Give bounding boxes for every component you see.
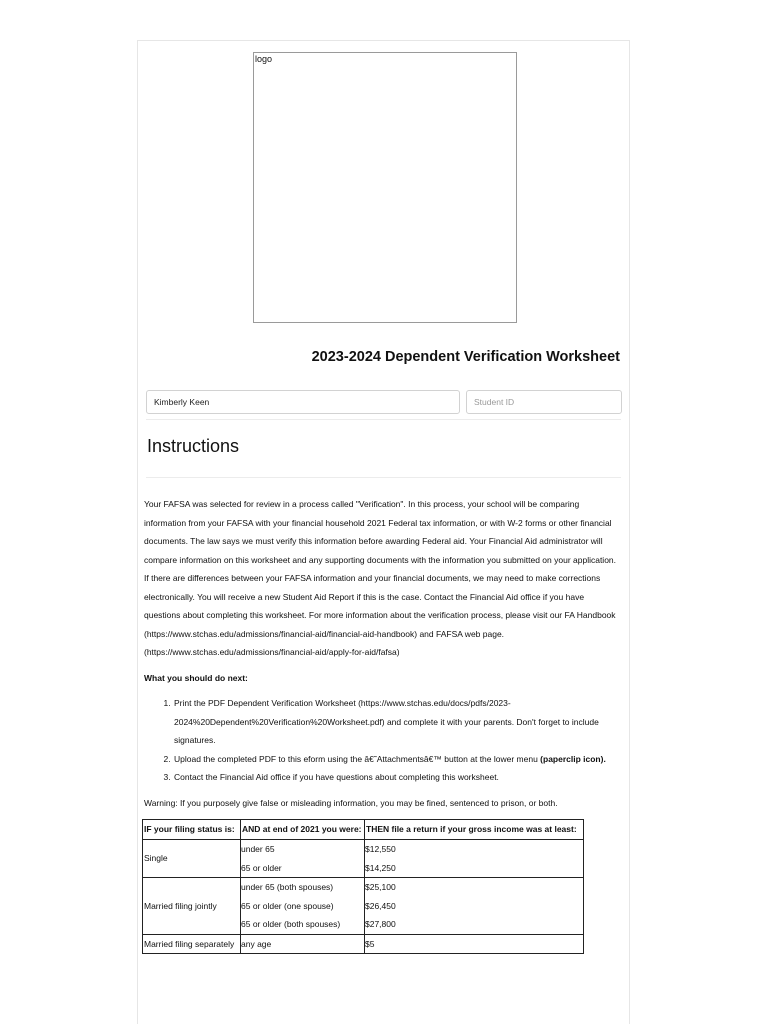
step-text: Upload the completed PDF to this eform using the â€˜Attachmentsâ€™ button at the lower menu bbox=[174, 753, 541, 764]
amount-cell bbox=[365, 840, 584, 878]
age-value: 65 or older bbox=[241, 862, 282, 873]
intro-paragraph: Your FAFSA was selected for review in a process called "Verification". In this process, your school will be comparing information from your FAFSA with your financial household 2021 Federal tax information, or with W-2 forms or other financial documents. The law says we must verify this information before awarding Federal aid. Your Financial Aid administrator will compare information on this worksheet and any supporting documents with the information you submitted on your application. If there are differences between your FAFSA information and your financial documents, we may need to make corrections electronically. You will receive a new Student Aid Report if this is the case. Contact the Financial Aid office if you have questions about completing this worksheet. For more information about the verification process, please visit our FA Handbook (https://www.stchas.edu/admissions/financial-aid/financial-aid-handbook) and FAFSA web page. (https://www.stchas.edu/admissions/financial-aid/apply-for-aid/fafsa) bbox=[144, 499, 617, 657]
table-row bbox=[143, 840, 584, 878]
step-item bbox=[173, 750, 620, 769]
table-header-cell: IF your filing status is: bbox=[143, 820, 241, 840]
student-id-field[interactable] bbox=[466, 390, 622, 414]
table-header-cell: AND at end of 2021 you were: bbox=[241, 820, 365, 840]
age-value: 65 or older (both spouses) bbox=[241, 919, 341, 929]
age-value: 65 or older (one spouse) bbox=[241, 900, 334, 911]
divider bbox=[146, 477, 621, 478]
age-value: any age bbox=[241, 938, 272, 949]
instructions-heading: Instructions bbox=[147, 436, 240, 456]
divider bbox=[146, 419, 621, 420]
amount-value: $25,100 bbox=[365, 882, 396, 892]
filing-status-value: Married filing separately bbox=[144, 938, 235, 949]
age-value: under 65 bbox=[241, 844, 275, 854]
amount-value: $26,450 bbox=[365, 900, 396, 911]
table-row bbox=[143, 878, 584, 935]
amount-value: $12,550 bbox=[365, 844, 396, 854]
amount-cell bbox=[365, 934, 584, 954]
step-item bbox=[173, 694, 620, 750]
step-bold-text: (paperclip icon). bbox=[540, 753, 606, 764]
amount-value: $14,250 bbox=[365, 862, 396, 873]
table-header-row bbox=[143, 820, 584, 840]
filing-status-cell bbox=[143, 934, 241, 954]
worksheet-form bbox=[137, 40, 630, 1024]
step-item bbox=[173, 768, 620, 787]
table-header-cell: THEN file a return if your gross income was at least: bbox=[365, 820, 584, 840]
age-value: under 65 (both spouses) bbox=[241, 882, 334, 892]
filing-requirements-table bbox=[142, 819, 584, 954]
filing-status-cell: Single bbox=[143, 840, 241, 878]
instructions-content bbox=[144, 495, 620, 954]
warning-text: Warning: If you purposely give false or misleading information, you may be fined, sentenced to prison, or both. bbox=[144, 797, 558, 808]
next-steps-heading: What you should do next: bbox=[144, 672, 248, 683]
age-cell bbox=[241, 934, 365, 954]
amount-value: $5 bbox=[365, 938, 375, 949]
steps-list bbox=[144, 694, 620, 787]
logo-alt-text: logo bbox=[255, 54, 273, 64]
filing-status-cell: Married filing jointly bbox=[143, 878, 241, 935]
logo-placeholder bbox=[253, 52, 517, 323]
age-cell bbox=[241, 840, 365, 878]
page-title: 2023-2024 Dependent Verification Worksheet bbox=[311, 349, 620, 365]
amount-value: $27,800 bbox=[365, 919, 396, 929]
step-text: Contact the Financial Aid office if you have questions about completing this worksheet. bbox=[174, 772, 499, 782]
table-row bbox=[143, 934, 584, 954]
amount-cell bbox=[365, 878, 584, 935]
step-text: Print the PDF Dependent Verification Worksheet (https://www.stchas.edu/docs/pdfs/2023-2024%20Dependent%20Verification%20Worksheet.pdf) and complete it with your parents. Don't forget to include signatures. bbox=[174, 698, 599, 745]
age-cell bbox=[241, 878, 365, 935]
student-name-field[interactable] bbox=[146, 390, 460, 414]
